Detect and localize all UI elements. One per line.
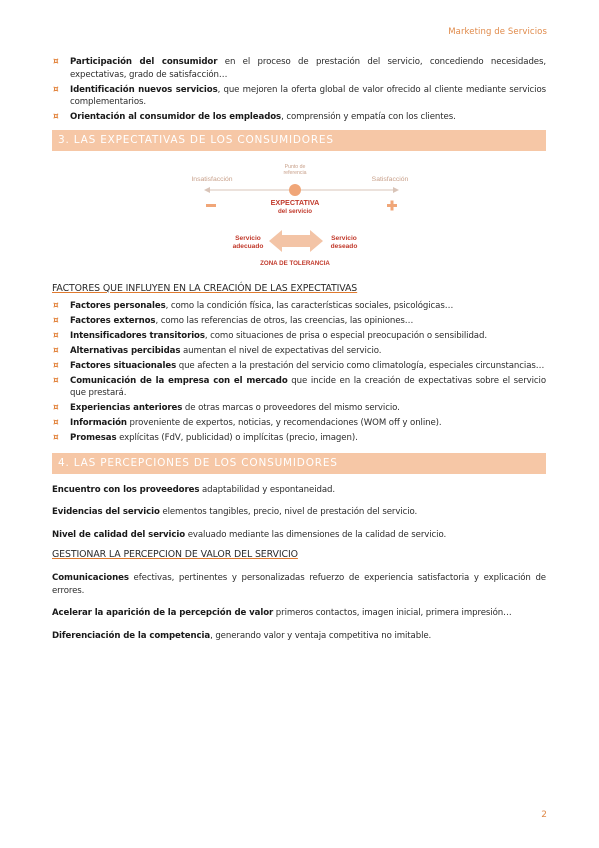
- plus-icon-v: [391, 200, 394, 210]
- list-item: [53, 330, 546, 343]
- page-number: 2: [541, 810, 547, 820]
- list-item: [53, 300, 546, 313]
- value-paragraph: [52, 572, 546, 597]
- list-item: [53, 345, 546, 358]
- axis-right-arrowhead: [393, 187, 399, 193]
- item-text: en el proceso de prestación del servicio, concediendo necesidades, expectativas, grado de satisfacción…: [70, 57, 546, 80]
- para-term: Encuentro con los proveedores: [52, 484, 200, 495]
- bullet-icon: ¤: [53, 112, 59, 122]
- axis-left-arrowhead: [204, 187, 210, 193]
- item-term: Factores situacionales: [70, 360, 177, 371]
- item-text: , comprensión y empatía con los clientes.: [281, 112, 456, 122]
- item-text: , como situaciones de prisa o especial preocupación o sensibilidad.: [204, 330, 487, 341]
- bullet-icon: ¤: [53, 330, 59, 341]
- item-term: Promesas: [70, 433, 117, 443]
- item-text: , como la condición física, las características sociales, psicológicas…: [165, 300, 454, 311]
- para-text: efectivas, pertinentes y personalizadas refuerzo de experiencia satisfactoria y explicación de errores.: [52, 573, 546, 596]
- factors-heading: FACTORES QUE INFLUYEN EN LA CREACIÓN DE LAS EXPECTATIVAS: [52, 282, 358, 294]
- list-item: [53, 111, 546, 124]
- bullet-icon: ¤: [53, 403, 59, 413]
- minus-icon: [206, 204, 216, 207]
- desired-label-1: Servicio: [331, 234, 357, 242]
- para-term: Evidencias del servicio: [52, 507, 160, 517]
- adequate-label-2: adecuado: [232, 242, 264, 250]
- value-heading: GESTIONAR LA PERCEPCION DE VALOR DEL SERVICIO: [52, 549, 298, 560]
- desired-label-2: deseado: [330, 242, 358, 250]
- para-text: adaptabilidad y espontaneidad.: [199, 484, 336, 495]
- para-text: , generando valor y ventaja competitiva no imitable.: [210, 630, 432, 641]
- bullet-icon: ¤: [53, 433, 59, 443]
- item-text: aumentan el nivel de expectativas del servicio.: [180, 345, 382, 356]
- item-term: Factores personales: [70, 300, 166, 311]
- list-item: [53, 315, 546, 328]
- bullet-icon: ¤: [53, 315, 59, 326]
- bullet-icon: ¤: [53, 300, 59, 311]
- page-content: [52, 56, 546, 652]
- para-term: Diferenciación de la competencia: [52, 630, 211, 641]
- item-text: de otras marcas o proveedores del mismo servicio.: [182, 403, 400, 413]
- bullet-icon: ¤: [53, 57, 59, 67]
- list-item: [53, 432, 546, 445]
- list-item: [53, 417, 546, 430]
- list-item: [53, 402, 546, 415]
- perception-paragraph: [52, 506, 546, 519]
- para-term: Acelerar la aparición de la percepción de valor: [52, 608, 274, 618]
- perception-paragraph: [52, 529, 546, 542]
- item-term: Información: [70, 418, 127, 428]
- item-term: Participación del consumidor: [70, 57, 218, 67]
- diagram-left-label: Insatisfacción: [191, 175, 233, 183]
- bullet-icon: ¤: [53, 84, 59, 95]
- item-text: que afecten a la prestación del servicio como climatología, especiales circunstancias…: [176, 360, 545, 371]
- item-text: explícitas (FdV, publicidad) o implícitas (precio, imagen).: [116, 433, 358, 443]
- perception-paragraph: [52, 484, 546, 497]
- value-paragraph: [52, 607, 546, 620]
- section-title-perceptions: 4. LAS PERCEPCIONES DE LOS CONSUMIDORES: [52, 453, 546, 474]
- para-text: elementos tangibles, precio, nivel de prestación del servicio.: [159, 507, 418, 517]
- diagram-svg: [52, 161, 546, 279]
- item-text: proveniente de expertos, noticias, y recomendaciones (WOM off y online).: [126, 418, 442, 428]
- item-text: , como las referencias de otros, las creencias, las opiniones…: [155, 315, 414, 326]
- item-text: que incide en la creación de expectativas sobre el servicio que prestará.: [70, 375, 546, 398]
- para-term: Comunicaciones: [52, 573, 129, 583]
- list-item: [53, 360, 546, 373]
- bullet-icon: ¤: [53, 345, 59, 356]
- tolerance-double-arrow: [269, 230, 323, 252]
- item-term: Alternativas percibidas: [70, 345, 181, 356]
- item-term: Identificación nuevos servicios: [70, 84, 218, 95]
- center-label-1: EXPECTATIVA: [270, 197, 320, 207]
- item-term: Intensificadores transitorios: [70, 330, 205, 341]
- para-text: primeros contactos, imagen inicial, primera impresión…: [273, 608, 512, 618]
- running-header: Marketing de Servicios: [448, 27, 547, 37]
- list-item: [53, 84, 546, 109]
- reference-point-marker: [289, 184, 301, 196]
- factors-bullet-list: [52, 300, 546, 445]
- bullet-icon: ¤: [53, 375, 59, 386]
- center-label-2: del servicio: [277, 207, 313, 215]
- value-paragraph: [52, 630, 546, 643]
- para-term: Nivel de calidad del servicio: [52, 529, 186, 540]
- item-text: , que mejoren la oferta global de valor ofrecido al cliente mediante servicios complementarios.: [70, 84, 546, 107]
- bullet-icon: ¤: [53, 418, 59, 428]
- item-term: Factores externos: [70, 315, 156, 326]
- diagram-right-label: Satisfacción: [371, 175, 409, 183]
- tolerance-zone-diagram: [52, 161, 546, 279]
- item-term: Comunicación de la empresa con el mercado: [70, 375, 288, 386]
- diagram-ref-label-1: Punto de: [284, 163, 306, 170]
- bullet-icon: ¤: [53, 360, 59, 371]
- para-text: evaluado mediante las dimensiones de la calidad de servicio.: [185, 529, 447, 540]
- section-title-expectations: 3. LAS EXPECTATIVAS DE LOS CONSUMIDORES: [52, 130, 546, 151]
- list-item: [53, 56, 546, 81]
- zone-label: ZONA DE TOLERANCIA: [260, 259, 330, 267]
- list-item: [53, 375, 546, 400]
- adequate-label-1: Servicio: [235, 234, 261, 242]
- intro-bullet-list: [52, 56, 546, 124]
- diagram-ref-label-2: referencia: [283, 169, 307, 176]
- item-term: Experiencias anteriores: [70, 403, 183, 413]
- item-term: Orientación al consumidor de los empleados: [70, 112, 282, 122]
